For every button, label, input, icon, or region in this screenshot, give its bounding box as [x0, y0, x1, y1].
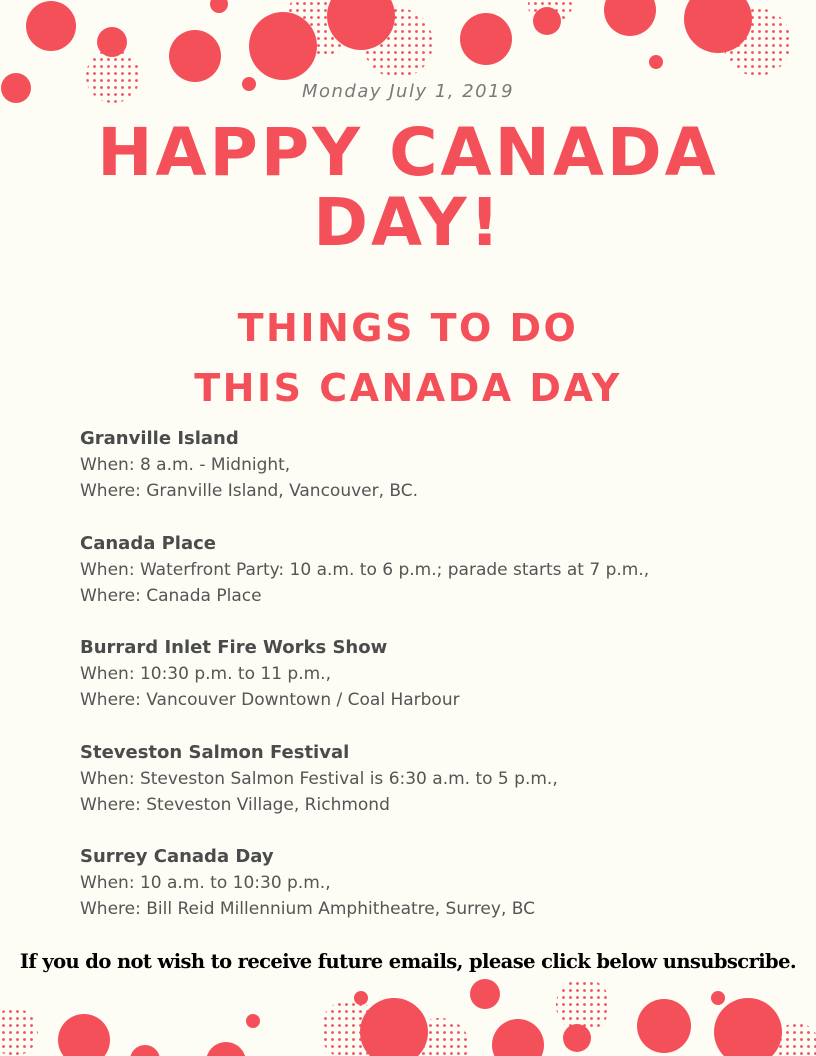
event-list: [80, 426, 760, 949]
section-heading-line-1: THINGS TO DO: [237, 306, 579, 350]
headline-line-1: HAPPY CANADA: [97, 114, 719, 191]
event-item: [80, 531, 760, 636]
section-heading: [40, 298, 776, 418]
section-heading-line-2: THIS CANADA DAY: [194, 366, 622, 410]
event-when: When: Waterfront Party: 10 a.m. to 6 p.m.; parade starts at 7 p.m.,: [80, 559, 650, 580]
event-name: Burrard Inlet Fire Works Show: [80, 637, 388, 658]
event-when: When: 10 a.m. to 10:30 p.m.,: [80, 873, 331, 893]
event-when: When: 10:30 p.m. to 11 p.m.,: [80, 664, 331, 684]
event-name: Granville Island: [80, 428, 239, 449]
event-item: [80, 844, 760, 949]
event-where: Where: Steveston Village, Richmond: [80, 794, 390, 815]
main-headline: [40, 114, 776, 261]
event-item: [80, 426, 760, 531]
unsubscribe-period: .: [789, 950, 797, 973]
headline-line-2: DAY!: [313, 184, 503, 261]
event-where: Where: Canada Place: [80, 585, 262, 606]
event-name: Steveston Salmon Festival: [80, 741, 350, 763]
unsubscribe-text: If you do not wish to receive future emails, please click below unsubscribe: [19, 950, 790, 973]
event-item: [80, 635, 760, 740]
event-item: [80, 740, 760, 845]
event-when: When: 8 a.m. - Midnight,: [80, 455, 291, 475]
event-when: When: Steveston Salmon Festival is 6:30 a.m. to 5 p.m.,: [80, 768, 558, 789]
unsubscribe-notice: [0, 950, 816, 973]
event-where: Where: Vancouver Downtown / Coal Harbour: [80, 690, 460, 710]
event-where: Where: Bill Reid Millennium Amphitheatre, Surrey, BC: [80, 899, 535, 919]
event-name: Canada Place: [80, 532, 217, 554]
event-name: Surrey Canada Day: [80, 846, 274, 867]
event-where: Where: Granville Island, Vancouver, BC.: [80, 481, 419, 501]
newsletter-date: Monday July 1, 2019: [301, 81, 515, 102]
